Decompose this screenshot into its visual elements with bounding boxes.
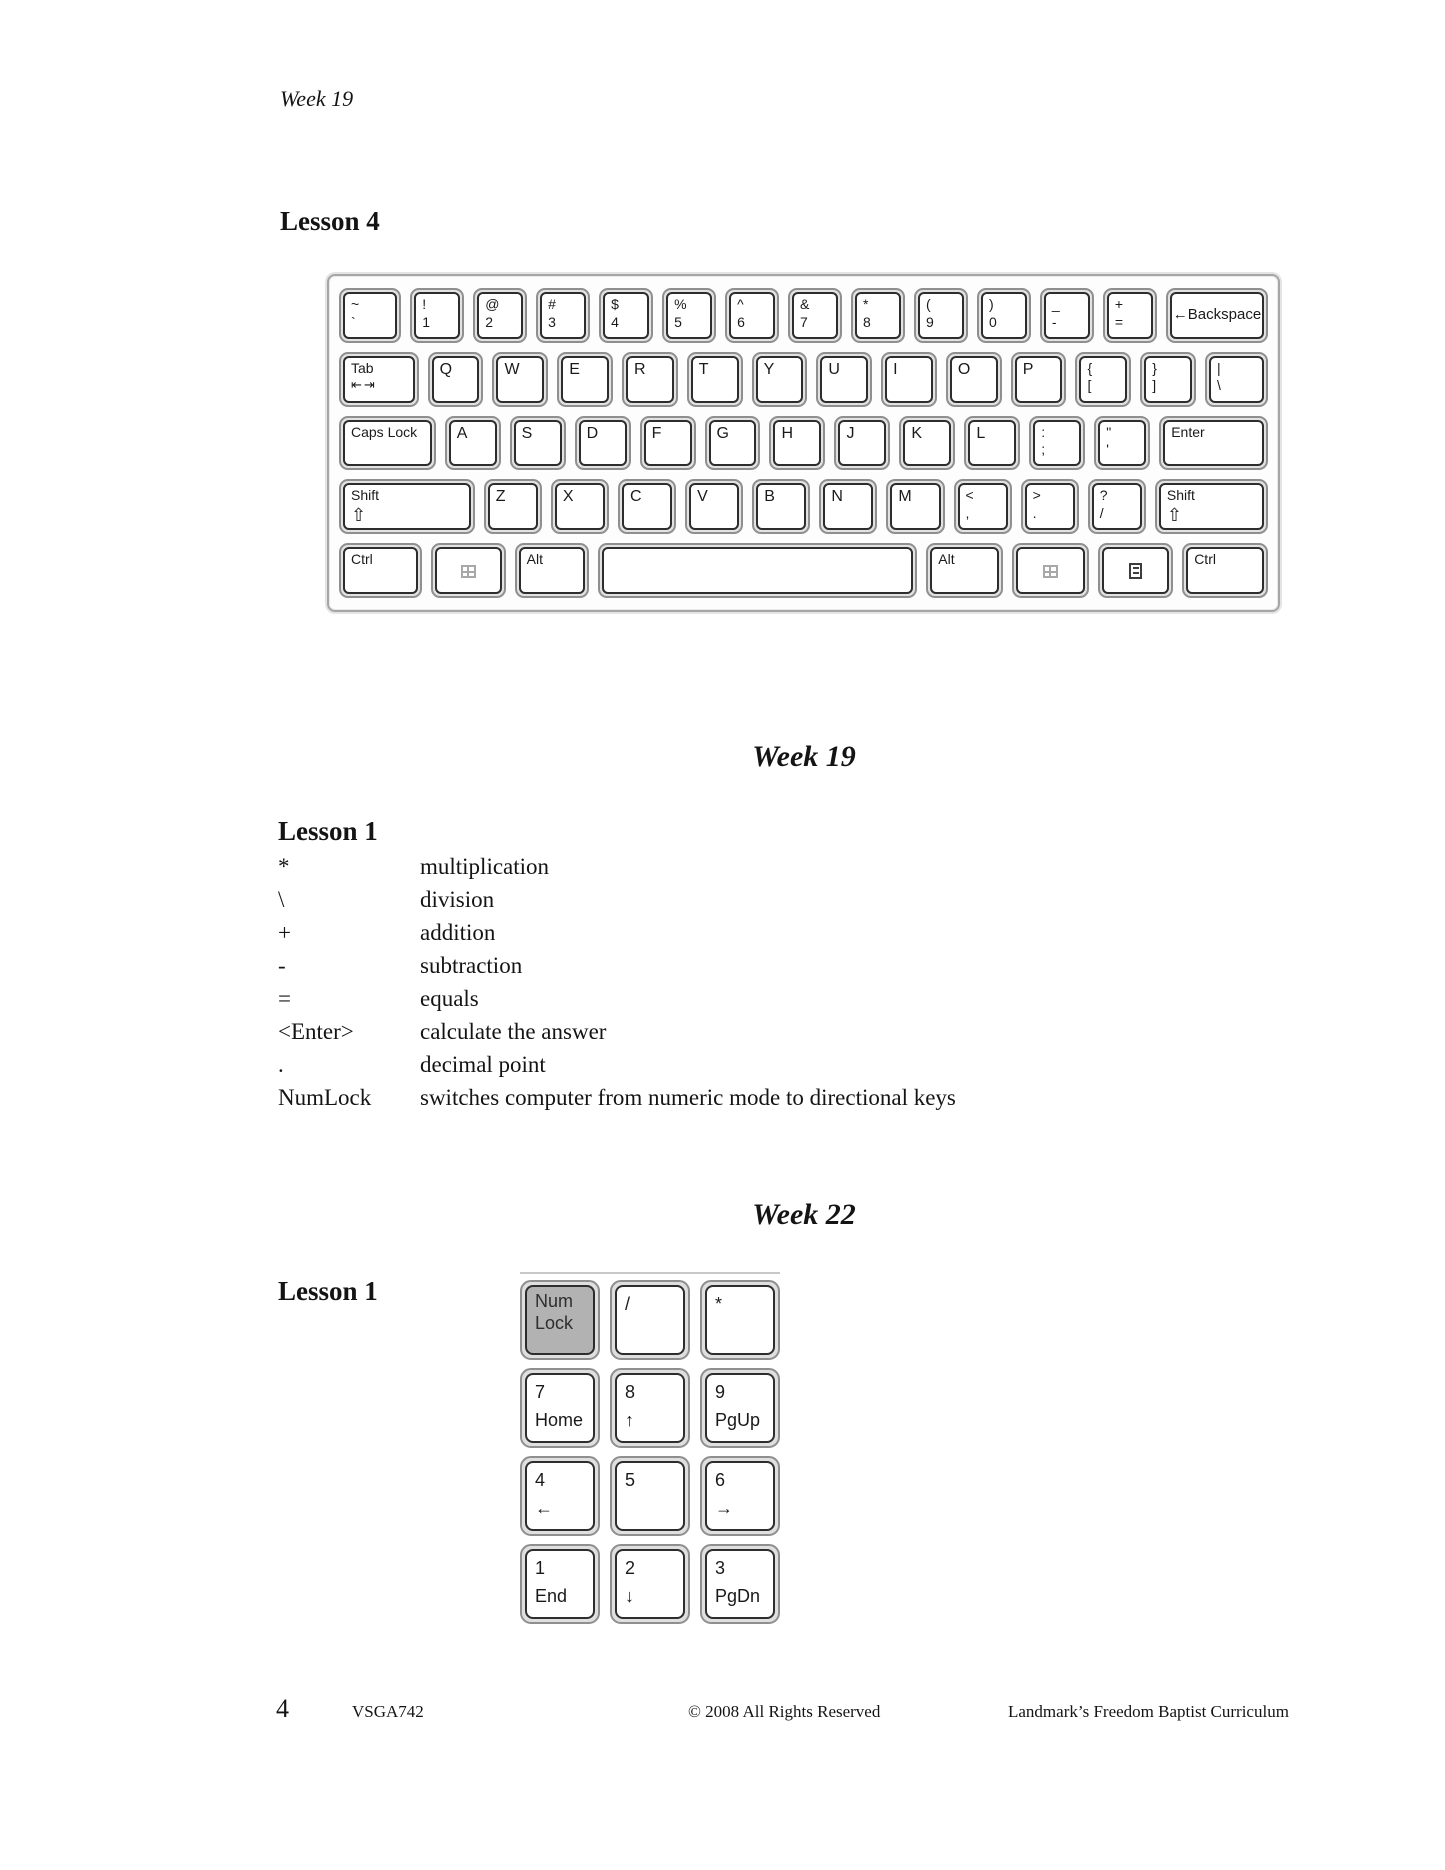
key-label: T xyxy=(698,360,709,378)
key-label: P xyxy=(1022,360,1034,378)
key-9 xyxy=(914,288,968,343)
key-label: # xyxy=(548,296,556,312)
key-label: K xyxy=(911,424,923,442)
key-label: ? xyxy=(1099,487,1108,504)
symbol-meaning: decimal point xyxy=(420,1052,546,1077)
key-label: * xyxy=(863,296,869,312)
key-label: Tab xyxy=(351,359,374,376)
symbol-definition-row xyxy=(278,916,956,949)
key-k xyxy=(899,416,955,471)
key-sub-label: ] xyxy=(1152,377,1157,394)
key-1 xyxy=(410,288,464,343)
key-m xyxy=(886,479,944,534)
key-sub-label: ' xyxy=(1106,441,1109,458)
key-sub-label: 0 xyxy=(988,313,997,330)
footer-copyright: © 2008 All Rights Reserved xyxy=(688,1702,881,1721)
key-c xyxy=(618,479,676,534)
key-shift-right xyxy=(1155,479,1268,534)
key-p xyxy=(1011,352,1067,407)
key-label: ) xyxy=(988,296,994,312)
symbol-key: + xyxy=(278,920,291,945)
key-label: ! xyxy=(422,296,427,312)
key-label: | xyxy=(1217,359,1221,376)
key-win-left xyxy=(431,543,505,598)
symbol-definition-row xyxy=(278,1015,956,1048)
key-sub-label: End xyxy=(535,1585,568,1606)
key-sub-label: ← xyxy=(535,1497,553,1518)
key-l xyxy=(964,416,1020,471)
key-sub-label: ↓ xyxy=(625,1585,634,1606)
symbol-key: - xyxy=(278,953,286,978)
key-label: + xyxy=(1114,296,1124,312)
symbol-meaning: multiplication xyxy=(420,854,550,879)
key-q xyxy=(428,352,484,407)
shift-arrow-icon: ⇧ xyxy=(1166,504,1182,525)
keyboard-row xyxy=(339,352,1268,407)
key-label: 5 xyxy=(625,1470,636,1490)
symbol-meaning: switches computer from numeric mode to directional keys xyxy=(420,1085,956,1110)
key-sub-label: 2 xyxy=(485,313,493,330)
key-b xyxy=(752,479,810,534)
numpad-key-4-left xyxy=(520,1456,600,1536)
key-label: Z xyxy=(495,488,506,506)
key-label: 2 xyxy=(625,1558,636,1578)
key-label: _ xyxy=(1051,296,1060,312)
key-sub-label: PgDn xyxy=(715,1585,761,1606)
key-label: 7 xyxy=(535,1382,546,1402)
key-semicolon xyxy=(1029,416,1085,471)
numpad-key-3-pgdn xyxy=(700,1544,780,1624)
key-sub-label: \ xyxy=(1217,377,1221,394)
key-shift-left xyxy=(339,479,475,534)
running-head: Week 19 xyxy=(280,86,354,111)
key-label: 4 xyxy=(535,1470,546,1490)
key-label: Ctrl xyxy=(351,551,373,568)
key-label: } xyxy=(1152,359,1157,376)
key-w xyxy=(492,352,548,407)
symbol-meaning: division xyxy=(420,887,495,912)
symbol-definition-row xyxy=(278,1048,956,1081)
key-label: U xyxy=(828,360,840,378)
windows-logo-icon xyxy=(1043,565,1058,578)
key-label: E xyxy=(569,360,580,378)
symbol-definition-row xyxy=(278,850,956,883)
key-sub-label: . xyxy=(1032,504,1037,521)
key-label: F xyxy=(651,424,662,442)
key-alt-right xyxy=(926,543,1002,598)
keyboard-row xyxy=(339,416,1268,471)
key-d xyxy=(575,416,631,471)
key-n xyxy=(819,479,877,534)
lesson-4-title: Lesson 4 xyxy=(280,206,380,236)
key-label: : xyxy=(1041,423,1046,440)
numpad-key-8-up xyxy=(610,1368,690,1448)
key-label: C xyxy=(629,488,642,506)
symbol-definition-list xyxy=(278,850,956,1114)
key-j xyxy=(834,416,890,471)
key-label: H xyxy=(781,424,794,442)
key-label: Shift xyxy=(1166,487,1195,504)
key-7 xyxy=(788,288,842,343)
key-sub-label: ; xyxy=(1041,441,1046,458)
key-y xyxy=(752,352,808,407)
key-label: Y xyxy=(763,360,775,378)
key-win-right xyxy=(1012,543,1089,598)
key-0 xyxy=(977,288,1031,343)
key-ctrl-left xyxy=(339,543,422,598)
key-sub-label: Lock xyxy=(535,1312,574,1333)
week-19-heading: Week 19 xyxy=(752,740,856,773)
key-label: Num xyxy=(535,1291,574,1311)
numpad-key-7-home xyxy=(520,1368,600,1448)
key-slash xyxy=(1088,479,1146,534)
key-sub-label: 4 xyxy=(611,313,619,330)
key-minus xyxy=(1040,288,1094,343)
numpad-key-multiply xyxy=(700,1280,780,1360)
key-label: @ xyxy=(485,296,500,312)
key-label: * xyxy=(715,1294,723,1314)
key-spacebar xyxy=(598,543,917,598)
key-label: > xyxy=(1032,487,1041,504)
key-sub-label: [ xyxy=(1087,377,1092,394)
key-sub-label: / xyxy=(1099,504,1104,521)
key-label: W xyxy=(504,360,520,378)
menu-icon xyxy=(1129,563,1142,579)
key-sub-label: ` xyxy=(351,313,356,330)
key-alt-left xyxy=(515,543,589,598)
key-label: $ xyxy=(611,296,619,312)
key-equals xyxy=(1103,288,1157,343)
key-u xyxy=(816,352,872,407)
key-label: " xyxy=(1106,423,1112,440)
symbol-meaning: subtraction xyxy=(420,953,523,978)
week-19-lesson-1-title: Lesson 1 xyxy=(278,816,378,846)
key-label: V xyxy=(697,488,708,506)
numpad-key-2-down xyxy=(610,1544,690,1624)
key-label: A xyxy=(456,424,468,442)
key-sub-label: - xyxy=(1051,313,1057,330)
key-label: 6 xyxy=(715,1470,726,1490)
symbol-key: . xyxy=(278,1052,284,1077)
footer-publisher: Landmark’s Freedom Baptist Curriculum xyxy=(1008,1702,1289,1721)
key-sub-label: 9 xyxy=(925,313,934,330)
symbol-meaning: calculate the answer xyxy=(420,1019,607,1044)
key-a xyxy=(445,416,501,471)
symbol-meaning: addition xyxy=(420,920,496,945)
key-h xyxy=(769,416,825,471)
key-sub-label: 1 xyxy=(422,313,431,330)
key-v xyxy=(685,479,743,534)
keyboard-diagram xyxy=(327,274,1280,612)
key-label: ~ xyxy=(351,296,360,312)
symbol-definition-row xyxy=(278,949,956,982)
key-sub-label: , xyxy=(965,504,970,521)
symbol-definition-row xyxy=(278,1081,956,1114)
key-sub-label: 5 xyxy=(674,313,682,330)
key-label: Alt xyxy=(938,551,955,568)
key-label: ( xyxy=(925,296,931,312)
windows-logo-icon xyxy=(461,565,476,578)
key-5 xyxy=(662,288,716,343)
key-t xyxy=(687,352,743,407)
key-bracket-right xyxy=(1140,352,1196,407)
key-sub-label: 6 xyxy=(737,313,745,330)
key-label: / xyxy=(625,1294,631,1314)
key-label: % xyxy=(674,296,687,312)
key-label: R xyxy=(634,360,646,378)
key-sub-label: 8 xyxy=(863,313,871,330)
key-bracket-left xyxy=(1075,352,1131,407)
tab-arrows-icon: ⇤⇥ xyxy=(351,377,377,393)
key-label: I xyxy=(893,360,898,378)
key-label: J xyxy=(846,424,855,442)
symbol-key: * xyxy=(278,854,290,879)
key-label: L xyxy=(976,424,986,442)
key-label: Ctrl xyxy=(1194,551,1216,568)
symbol-definition-row xyxy=(278,982,956,1015)
key-z xyxy=(484,479,542,534)
key-period xyxy=(1021,479,1079,534)
key-label: M xyxy=(898,488,912,506)
key-sub-label: PgUp xyxy=(715,1409,761,1430)
keyboard-row xyxy=(339,479,1268,534)
key-menu xyxy=(1098,543,1173,598)
key-label: X xyxy=(562,488,574,506)
key-sub-label: 3 xyxy=(548,313,556,330)
numpad-key-num-lock xyxy=(520,1280,600,1360)
key-label: & xyxy=(800,296,810,312)
key-x xyxy=(551,479,609,534)
key-f xyxy=(640,416,696,471)
key-6 xyxy=(725,288,779,343)
numpad-key-divide xyxy=(610,1280,690,1360)
key-label: G xyxy=(716,424,729,442)
key-label: ^ xyxy=(737,296,744,312)
key-g xyxy=(705,416,761,471)
key-label: B xyxy=(764,488,775,506)
key-label: Enter xyxy=(1171,423,1205,440)
key-enter xyxy=(1159,416,1268,471)
symbol-key: \ xyxy=(278,887,285,912)
key-o xyxy=(946,352,1002,407)
footer-course-code: VSGA742 xyxy=(352,1702,424,1721)
symbol-definition-row xyxy=(278,883,956,916)
key-label: { xyxy=(1087,359,1093,376)
key-label: Shift xyxy=(351,487,380,504)
key-s xyxy=(510,416,566,471)
numeric-keypad-diagram xyxy=(520,1272,780,1624)
key-label: N xyxy=(831,488,843,506)
symbol-key: NumLock xyxy=(278,1085,372,1110)
keyboard-row xyxy=(339,288,1268,343)
key-label: 9 xyxy=(715,1382,726,1402)
week-22-lesson-1-title: Lesson 1 xyxy=(278,1276,378,1306)
key-label: O xyxy=(957,360,971,378)
key-label: D xyxy=(586,424,599,442)
numpad-key-5 xyxy=(610,1456,690,1536)
key-backspace xyxy=(1166,288,1268,343)
shift-arrow-icon: ⇧ xyxy=(351,504,367,525)
key-comma xyxy=(954,479,1012,534)
key-label: < xyxy=(965,487,974,504)
key-e xyxy=(557,352,613,407)
key-tab xyxy=(339,352,419,407)
key-sub-label: = xyxy=(1114,313,1124,330)
key-label: 3 xyxy=(715,1558,726,1578)
key-label: ←Backspace xyxy=(1172,306,1262,324)
numpad-key-9-pgup xyxy=(700,1368,780,1448)
key-quote xyxy=(1094,416,1150,471)
keyboard-row xyxy=(339,543,1268,598)
key-2 xyxy=(473,288,527,343)
key-label: Q xyxy=(439,360,453,378)
key-ctrl-right xyxy=(1182,543,1268,598)
key-label: Caps Lock xyxy=(351,423,418,440)
footer-page-number: 4 xyxy=(276,1694,289,1723)
key-r xyxy=(622,352,678,407)
numpad-key-6-right xyxy=(700,1456,780,1536)
week-22-heading: Week 22 xyxy=(752,1198,856,1231)
key-label: S xyxy=(521,424,533,442)
key-i xyxy=(881,352,937,407)
key-label: 1 xyxy=(535,1558,546,1578)
key-3 xyxy=(536,288,590,343)
key-4 xyxy=(599,288,653,343)
symbol-meaning: equals xyxy=(420,986,479,1011)
key-caps-lock xyxy=(339,416,436,471)
key-backtick xyxy=(339,288,401,343)
symbol-key: = xyxy=(278,986,291,1011)
key-backslash xyxy=(1205,352,1268,407)
numpad-key-1-end xyxy=(520,1544,600,1624)
key-sub-label: → xyxy=(715,1497,733,1518)
key-label: Alt xyxy=(526,551,543,568)
key-sub-label: ↑ xyxy=(625,1409,634,1430)
key-sub-label: 7 xyxy=(800,313,808,330)
key-sub-label: Home xyxy=(535,1409,584,1430)
key-label: 8 xyxy=(625,1382,636,1402)
symbol-key: <Enter> xyxy=(278,1019,354,1044)
key-8 xyxy=(851,288,905,343)
